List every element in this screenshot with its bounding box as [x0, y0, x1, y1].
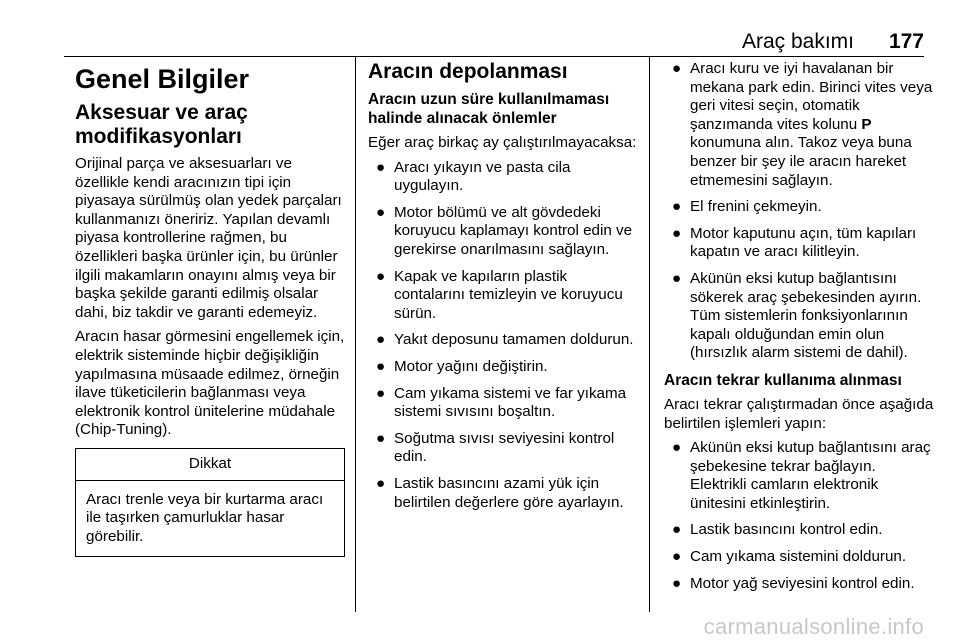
bullet-list	[664, 439, 936, 593]
list-item-text: Lastik basıncını azami yük için belirtilen değerlere göre ayarlayın.	[394, 474, 624, 511]
list-item-text: konumuna alın. Takoz veya buna benzer bir şey ile aracın hareket etmemesini sağlayın.	[690, 134, 912, 189]
list-item	[664, 439, 936, 513]
list-item	[368, 430, 640, 467]
list-item	[664, 60, 936, 190]
list-item-text: Cam yıkama sistemi ve far yıkama sistemi sıvısını boşaltın.	[394, 384, 627, 421]
list-item-text: Soğutma sıvısı seviyesini kontrol edin.	[394, 429, 615, 466]
column-divider-2	[649, 56, 650, 612]
bullet-icon: ●	[672, 548, 682, 566]
bullet-icon: ●	[672, 521, 682, 539]
list-item-text: Akünün eksi kutup bağlantısını araç şebekesine tekrar bağlayın. Elektrikli camların elektronik ünitesini etkinleştirin.	[690, 439, 931, 512]
column-1	[75, 60, 345, 557]
list-item	[664, 225, 936, 262]
bullet-icon: ●	[672, 198, 682, 216]
bullet-icon: ●	[376, 357, 386, 375]
bullet-list	[664, 60, 936, 363]
bullet-icon: ●	[672, 60, 682, 77]
paragraph: Orijinal parça ve aksesuarları ve özellikle kendi aracınızın tipi için piyasaya sürülmüş olan yedek parçaları kullanmanızı öneririz. Yapılan devamlı piyasa kontrollerine rağmen, bu özellikleri başka ürünler için, bu ürünler ilgili makamların onayını almış veya bir başka şekilde garanti edilmiş olsalar dahi, biz takdir ve garanti edemeyiz.	[75, 155, 342, 321]
bullet-icon: ●	[376, 267, 386, 285]
bullet-icon: ●	[672, 224, 682, 242]
list-item-text: Cam yıkama sistemini doldurun.	[690, 548, 907, 566]
subsection-title: Aracın depolanması	[368, 60, 568, 83]
list-item-text: Motor yağ seviyesini kontrol edin.	[690, 574, 915, 592]
list-item-text: Kapak ve kapıların plastik contalarını temizleyin ve koruyucu sürün.	[394, 267, 623, 322]
list-item	[368, 204, 640, 260]
paragraph: Eğer araç birkaç ay çalıştırılmayacaksa:	[368, 134, 637, 151]
list-item	[368, 385, 640, 422]
bullet-icon: ●	[376, 331, 386, 349]
list-item	[664, 270, 936, 363]
gear-position-label: P	[861, 115, 872, 133]
header-title: Araç bakımı	[741, 30, 854, 53]
topic-heading: Aracın uzun süre kullanılmaması halinde alınacak önlemler	[368, 91, 610, 127]
list-item	[368, 331, 640, 350]
list-item	[368, 268, 640, 324]
bullet-icon: ●	[376, 429, 386, 447]
page-number: 177	[888, 30, 924, 53]
column-3	[664, 60, 936, 601]
list-item	[664, 548, 936, 567]
watermark: carmanualsonline.info	[703, 614, 924, 639]
list-item-text: Yakıt deposunu tamamen doldurun.	[394, 331, 634, 349]
page-header	[64, 30, 924, 56]
bullet-icon: ●	[376, 158, 386, 176]
list-item-text: Motor yağını değiştirin.	[394, 357, 548, 375]
warning-text: Aracı trenle veya bir kurtarma aracı ile taşırken çamurluklar hasar görebilir.	[86, 490, 324, 545]
bullet-icon: ●	[672, 574, 682, 592]
list-item-text: Lastik basıncını kontrol edin.	[690, 521, 883, 539]
list-item-text: Motor kaputunu açın, tüm kapıları kapatın ve aracı kilitleyin.	[690, 224, 917, 261]
list-item	[664, 575, 936, 594]
bullet-icon: ●	[376, 474, 386, 492]
list-item	[368, 475, 640, 512]
bullet-icon: ●	[376, 203, 386, 221]
topic-heading: Aracın tekrar kullanıma alınması	[664, 371, 902, 389]
list-item-text: Akünün eksi kutup bağlantısını sökerek araç şebekesinden ayırın. Tüm sistemlerin fonksiyonlarının kapalı olduğundan emin olun (hırsızlık alarm sistemi de dahil).	[690, 269, 922, 362]
column-divider-1	[355, 56, 356, 612]
list-item-text: Aracı yıkayın ve pasta cila uygulayın.	[394, 158, 571, 195]
section-title: Genel Bilgiler	[75, 64, 250, 94]
header-rule	[64, 56, 924, 57]
bullet-list	[368, 159, 640, 513]
list-item	[664, 198, 936, 217]
bullet-icon: ●	[376, 384, 386, 402]
warning-title: Dikkat	[76, 449, 344, 481]
subsection-title: Aksesuar ve araç modifikasyonları	[75, 101, 248, 148]
list-item	[368, 358, 640, 377]
column-2	[368, 60, 640, 520]
list-item	[368, 159, 640, 196]
list-item	[664, 521, 936, 540]
list-item-text: El frenini çekmeyin.	[690, 198, 822, 216]
list-item-text: Aracı kuru ve iyi havalanan bir mekana park edin. Birinci vites veya geri vitesi seçin, otomatik şanzımanda vites kolunu	[690, 60, 933, 133]
paragraph: Aracı tekrar çalıştırmadan önce aşağıda belirtilen işlemleri yapın:	[664, 395, 934, 432]
bullet-icon: ●	[672, 269, 682, 287]
warning-box	[75, 448, 345, 557]
bullet-icon: ●	[672, 439, 682, 457]
paragraph: Aracın hasar görmesini engellemek için, elektrik sisteminde hiçbir değişikliğin yapılmasına müsaade edilmez, örneğin ilave tüketicilerin bağlanması veya elektronik kontrol ünitelerine müdahale (Chip-Tuning).	[75, 328, 345, 439]
list-item-text: Motor bölümü ve alt gövdedeki koruyucu kaplamayı kontrol edin ve gerekirse onarılmasını sağlayın.	[394, 203, 633, 258]
